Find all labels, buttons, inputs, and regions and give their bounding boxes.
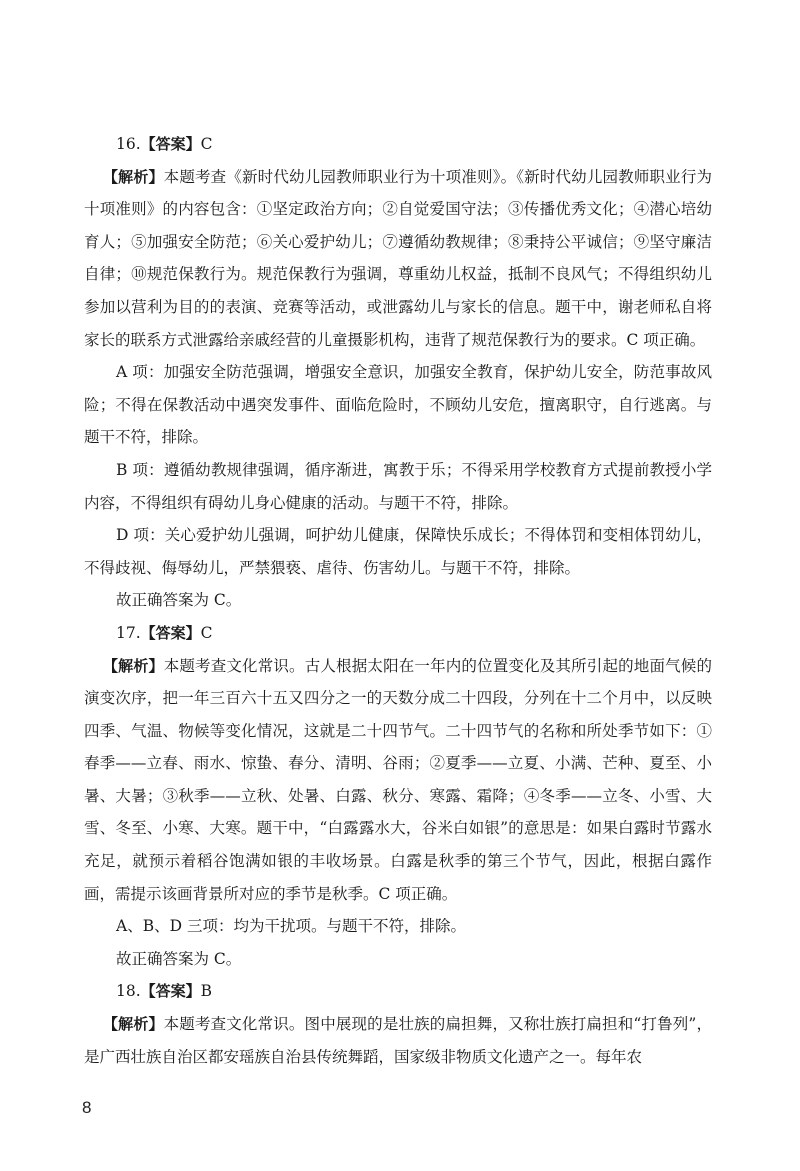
answer-line-16 bbox=[84, 128, 712, 161]
analysis-tag: 【解析】 bbox=[103, 1015, 164, 1034]
option-paragraph: B 项：遵循幼教规律强调，循序渐进，寓教于乐；不得采用学校教育方式提前教授小学内容，不得组织有碍幼儿身心健康的活动。与题干不符，排除。 bbox=[84, 460, 712, 512]
answer-tag: 【答案】 bbox=[140, 135, 201, 153]
answer-value: C bbox=[200, 623, 213, 642]
option-paragraph: A 项：加强安全防范强调，增强安全意识，加强安全教育，保护幼儿安全，防范事故风险；不得在保教活动中遇突发事件、面临危险时，不顾幼儿安危，擅离职守，自行逃离。与题干不符，排除。 bbox=[84, 363, 712, 447]
answer-line-18 bbox=[84, 975, 712, 1008]
analysis-tag: 【解析】 bbox=[103, 167, 164, 186]
conclusion-line: 故正确答案为 C。 bbox=[116, 591, 242, 610]
analysis-paragraph-18 bbox=[84, 1008, 712, 1073]
answer-tag: 【答案】 bbox=[140, 982, 201, 1001]
option-paragraph: D 项：关心爱护幼儿强调，呵护幼儿健康，保障快乐成长；不得体罚和变相体罚幼儿，不得歧视、侮辱幼儿，严禁猥亵、虐待、伤害幼儿。与题干不符，排除。 bbox=[84, 526, 712, 577]
analysis-paragraph-16 bbox=[84, 161, 712, 357]
option-paragraph: A、B、D 三项：均为干扰项。与题干不符，排除。 bbox=[116, 917, 466, 936]
question-number: 16. bbox=[116, 135, 141, 153]
question-number: 18. bbox=[116, 982, 141, 1001]
analysis-text: 本题考查《新时代幼儿园教师职业行为十项准则》。《新时代幼儿园教师职业行为十项准则》的内容包含：①坚定政治方向；②自觉爱国守法；③传播优秀文化；④潜心培幼育人；⑤加强安全防范；⑥关心爱护幼儿；⑦遵循幼教规律；⑧秉持公平诚信；⑨坚守廉洁自律；⑩规范保教行为。规范保教行为强调，尊重幼儿权益，抵制不良风气；不得组织幼儿参加以营利为目的的表演、竞赛等活动，或泄露幼儿与家长的信息。题干中，谢老师私自将家长的联系方式泄露给亲戚经营的儿童摄影机构，违背了规范保教行为的要求。C 项正确。 bbox=[84, 167, 712, 349]
analysis-text: 本题考查文化常识。图中展现的是壮族的扁担舞，又称壮族打扁担和“打鲁列”，是广西壮族自治区都安瑶族自治县传统舞蹈，国家级非物质文化遗产之一。每年农 bbox=[84, 1015, 712, 1066]
answer-value: C bbox=[200, 135, 213, 153]
answer-tag: 【答案】 bbox=[140, 623, 201, 642]
answer-line-17 bbox=[84, 617, 712, 650]
answer-value: B bbox=[200, 982, 213, 1001]
question-number: 17. bbox=[116, 623, 141, 642]
analysis-paragraph-17 bbox=[84, 650, 712, 911]
conclusion-line: 故正确答案为 C。 bbox=[116, 949, 242, 968]
analysis-text: 本题考查文化常识。古人根据太阳在一年内的位置变化及其所引起的地面气候的演变次序，把一年三百六十五又四分之一的天数分成二十四段，分列在十二个月中，以反映四季、气温、物候等变化情况，这就是二十四节气。二十四节气的名称和所处季节如下：①春季——立春、雨水、惊蛰、春分、清明、谷雨；②夏季——立夏、小满、芒种、夏至、小暑、大暑；③秋季——立秋、处暑、白露、秋分、寒露、霜降；④冬季——立冬、小雪、大雪、冬至、小寒、大寒。题干中，“白露露水大，谷米白如银”的意思是：如果白露时节露水充足，就预示着稻谷饱满如银的丰收场景。白露是秋季的第三个节气，因此，根据白露作画，需提示该画背景所对应的季节是秋季。C 项正确。 bbox=[84, 656, 712, 903]
page-number: 8 bbox=[82, 1098, 92, 1117]
analysis-tag: 【解析】 bbox=[103, 656, 164, 675]
answer-explanations bbox=[84, 128, 712, 1073]
